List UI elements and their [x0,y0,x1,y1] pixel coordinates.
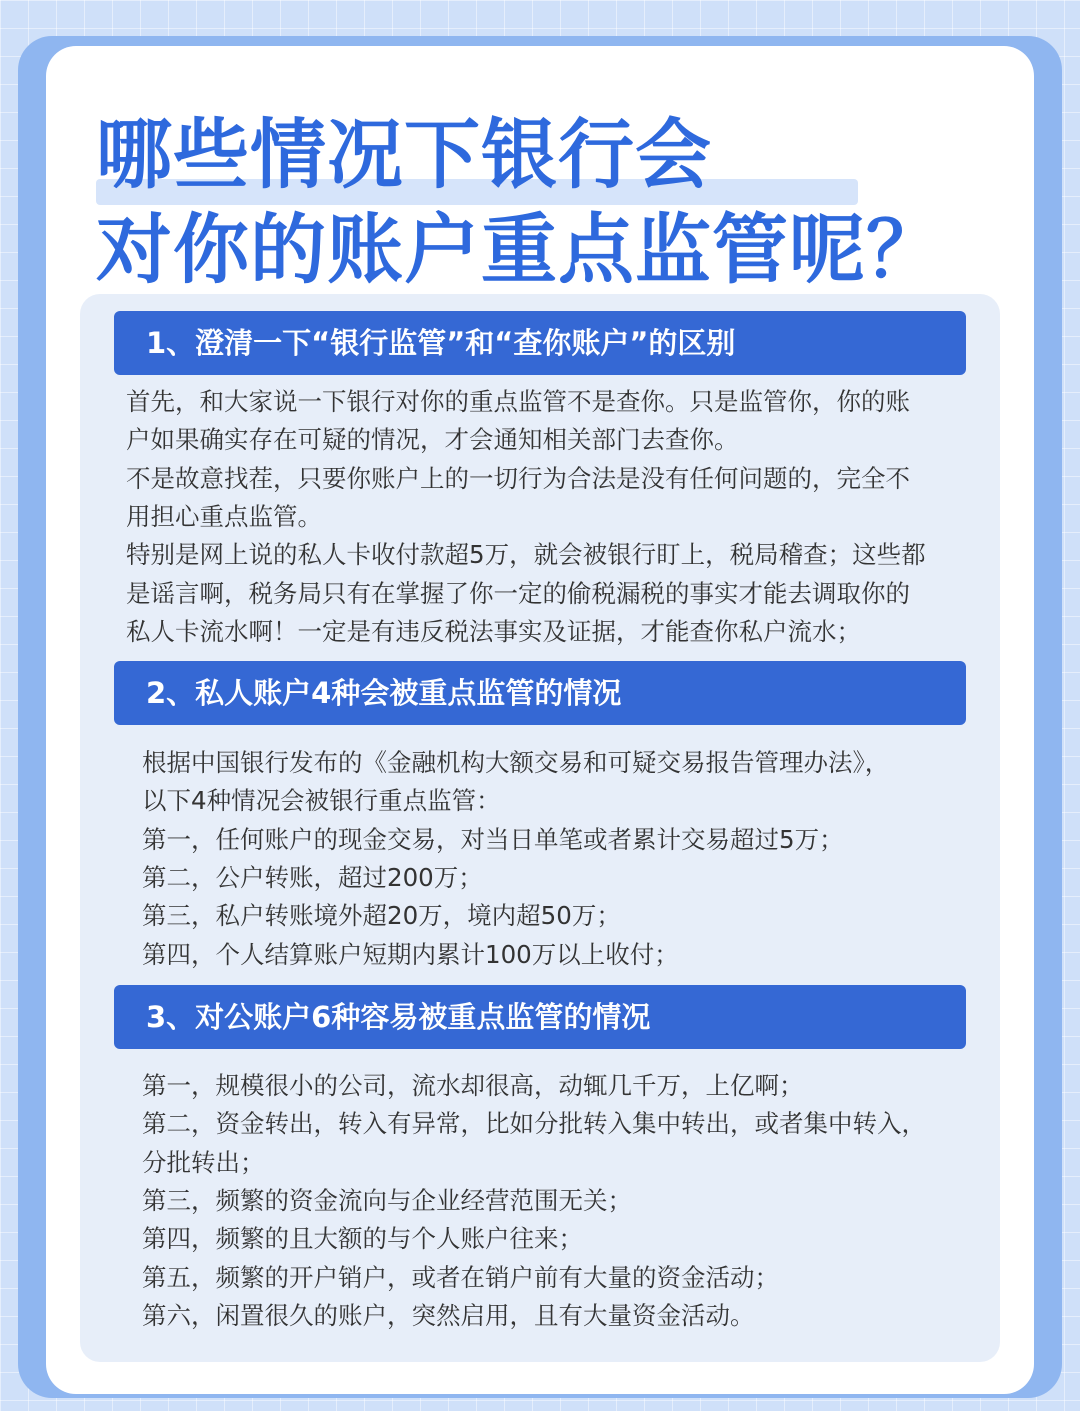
section-1-text-line: 特别是网上说的私人卡收付款超5万，就会被银行盯上，税局稽查；这些都 [126,540,926,569]
section-1-text-line: 是谣言啊，税务局只有在掌握了你一定的偷税漏税的事实才能去调取你的 [126,579,910,608]
section-2-text-line: 第四，个人结算账户短期内累计100万以上收付； [142,940,679,969]
page-title-line-1: 哪些情况下银行会 [96,110,712,199]
section-2-header: 2、私人账户4种会被重点监管的情况 [114,661,966,725]
section-3-text-line: 分批转出； [142,1148,265,1177]
section-3-text-line: 第五，频繁的开户销户，或者在销户前有大量的资金活动； [142,1263,779,1292]
section-2-text-line: 第三，私户转账境外超20万，境内超50万； [142,901,621,930]
section-1-text-line: 私人卡流水啊！一定是有违反税法事实及证据，才能查你私户流水； [126,617,861,646]
section-1-header: 1、澄清一下“银行监管”和“查你账户”的区别 [114,311,966,375]
section-3-text-line: 第二，资金转出，转入有异常，比如分批转入集中转出，或者集中转入， [142,1109,926,1138]
section-2-text-line: 第二，公户转账，超过200万； [142,863,483,892]
section-2-text-line: 第一，任何账户的现金交易，对当日单笔或者累计交易超过5万； [142,825,844,854]
section-1-text-line: 用担心重点监管。 [126,502,322,531]
section-3-text-line: 第三，频繁的资金流向与企业经营范围无关； [142,1186,632,1215]
section-3-header: 3、对公账户6种容易被重点监管的情况 [114,985,966,1049]
section-1-text-line: 不是故意找茬，只要你账户上的一切行为合法是没有任何问题的，完全不 [126,464,910,493]
section-3-text-line: 第四，频繁的且大额的与个人账户往来； [142,1224,583,1253]
section-3-text-line: 第一，规模很小的公司，流水却很高，动辄几千万，上亿啊； [142,1071,804,1100]
section-1-text-line: 户如果确实存在可疑的情况，才会通知相关部门去查你。 [126,425,739,454]
section-2-text-line: 根据中国银行发布的《金融机构大额交易和可疑交易报告管理办法》， [142,748,890,777]
page-title-line-2: 对你的账户重点监管呢？ [96,205,943,294]
section-1-text-line: 首先，和大家说一下银行对你的重点监管不是查你。只是监管你，你的账 [126,387,910,416]
section-3-text-line: 第六，闲置很久的账户，突然启用，且有大量资金活动。 [142,1301,755,1330]
section-2-text-line: 以下4种情况会被银行重点监管： [142,786,501,815]
